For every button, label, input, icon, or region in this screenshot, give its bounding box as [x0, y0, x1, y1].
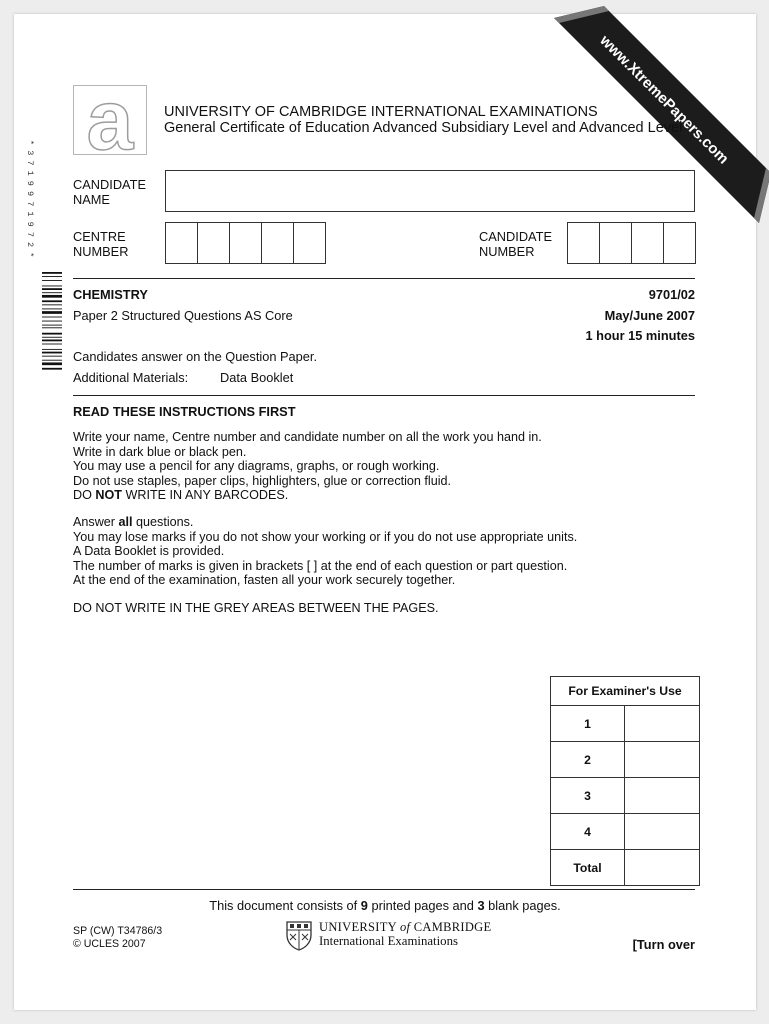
divider-middle	[73, 395, 695, 396]
barcode-bars	[42, 272, 62, 370]
barcode-bar	[42, 352, 62, 354]
cambridge-wordmark-line2: International Examinations	[319, 934, 458, 948]
exam-duration: 1 hour 15 minutes	[585, 328, 695, 343]
mark-cell[interactable]	[625, 778, 700, 814]
instructions-heading: READ THESE INSTRUCTIONS FIRST	[73, 404, 296, 419]
mark-cell[interactable]	[625, 742, 700, 778]
barcode-bar	[42, 304, 62, 305]
total-mark-cell[interactable]	[625, 850, 700, 886]
university-title: UNIVERSITY OF CAMBRIDGE INTERNATIONAL EXAMINATIONS	[164, 104, 598, 120]
instruction-line: You may use a pencil for any diagrams, graphs, or rough working.	[73, 459, 440, 474]
barcode-bar	[42, 295, 62, 298]
exam-session: May/June 2007	[604, 308, 695, 323]
candidate-digit-box[interactable]	[568, 223, 599, 263]
barcode-bar	[42, 300, 62, 302]
centre-digit-box[interactable]	[229, 223, 261, 263]
candidate-digit-box[interactable]	[631, 223, 663, 263]
instruction-line: Do not use staples, paper clips, highlighters, glue or correction fluid.	[73, 473, 452, 488]
instruction-line: Write your name, Centre number and candidate number on all the work you hand in.	[73, 430, 542, 444]
instructions-block-1	[73, 430, 542, 503]
cie-logo	[73, 73, 147, 167]
turn-over: [Turn over	[632, 937, 695, 952]
mark-cell[interactable]	[625, 706, 700, 742]
logo-letter: a	[86, 73, 134, 167]
instruction-line: Answer all questions.	[73, 515, 194, 529]
candidate-number-field[interactable]	[567, 222, 696, 264]
centre-digit-box[interactable]	[293, 223, 325, 263]
barcode-bar	[42, 288, 62, 290]
barcode-bar	[42, 337, 62, 338]
barcode-bar	[42, 308, 62, 309]
candidate-digit-box[interactable]	[663, 223, 695, 263]
centre-digit-box[interactable]	[197, 223, 229, 263]
question-number: 4	[551, 814, 625, 850]
paper-code: 9701/02	[648, 287, 695, 302]
examiner-use-table	[550, 676, 700, 886]
barcode-bar	[42, 311, 62, 314]
barcode-bar	[42, 344, 62, 345]
exam-cover-page	[14, 14, 756, 1010]
barcode-bar	[42, 286, 62, 287]
barcode-bar	[42, 272, 62, 274]
grey-areas-notice: DO NOT WRITE IN THE GREY AREAS BETWEEN THE PAGES.	[73, 601, 439, 615]
cambridge-wordmark-line1: UNIVERSITY of CAMBRIDGE	[319, 920, 492, 934]
instruction-line: You may lose marks if you do not show your working or if you do not use appropriate units.	[73, 529, 578, 544]
centre-number-field[interactable]	[165, 222, 326, 264]
question-number: 1	[551, 706, 625, 742]
divider-bottom	[73, 889, 695, 890]
barcode-bar	[42, 356, 62, 357]
copyright: © UCLES 2007	[73, 938, 146, 950]
footer-codes	[73, 925, 162, 951]
examiner-table-heading: For Examiner's Use	[551, 677, 700, 706]
instruction-line: DO NOT WRITE IN ANY BARCODES.	[73, 488, 289, 503]
document-page-count: This document consists of 9 printed pages and 3 blank pages.	[209, 898, 561, 913]
mark-cell[interactable]	[625, 814, 700, 850]
instruction-line: Write in dark blue or black pen.	[73, 444, 247, 459]
question-number: 3	[551, 778, 625, 814]
cambridge-crest-icon	[286, 921, 312, 951]
divider-top	[73, 278, 695, 279]
watermark-text: www.XtremePapers.com	[596, 32, 732, 168]
materials-label: Additional Materials:	[73, 370, 189, 385]
barcode-bar	[42, 340, 62, 342]
centre-digit-box[interactable]	[166, 223, 197, 263]
barcode-bar	[42, 325, 62, 326]
paper-reference-code: SP (CW) T34786/3	[73, 925, 163, 937]
barcode-bar	[42, 360, 62, 361]
paper-title: Paper 2 Structured Questions AS Core	[73, 308, 293, 323]
answer-on-paper: Candidates answer on the Question Paper.	[73, 349, 318, 364]
barcode-bar	[42, 349, 62, 350]
candidate-name-field[interactable]	[165, 170, 695, 212]
barcode-bar	[42, 276, 62, 277]
question-number: 2	[551, 742, 625, 778]
instruction-line: A Data Booklet is provided.	[73, 544, 225, 559]
barcode-bar	[42, 333, 62, 335]
barcode-bar	[42, 280, 62, 281]
candidate-name-label: CANDIDATE NAME	[73, 177, 146, 207]
barcode-bar	[42, 368, 62, 370]
barcode-bar	[42, 292, 62, 293]
instruction-line: At the end of the examination, fasten all your work securely together.	[73, 573, 456, 588]
barcode-bar	[42, 362, 62, 365]
barcode-digits: * 3 7 1 9 9 7 1 9 7 2 *	[25, 140, 35, 258]
barcode-bar	[42, 321, 62, 322]
instruction-line: The number of marks is given in brackets [ ] at the end of each question or part question.	[73, 558, 568, 573]
candidate-number-label: CANDIDATE NUMBER	[479, 229, 552, 259]
centre-digit-box[interactable]	[261, 223, 293, 263]
centre-number-label: CENTRE NUMBER	[73, 229, 129, 259]
total-label: Total	[551, 850, 625, 886]
instructions-block-2	[73, 515, 577, 588]
subject: CHEMISTRY	[73, 287, 148, 302]
barcode	[25, 140, 62, 408]
certificate-title: General Certificate of Education Advanced Subsidiary Level and Advanced Level	[164, 120, 683, 136]
barcode-bar	[42, 317, 62, 318]
barcode-bar	[42, 327, 62, 328]
materials-value: Data Booklet	[220, 370, 294, 385]
candidate-digit-box[interactable]	[599, 223, 631, 263]
